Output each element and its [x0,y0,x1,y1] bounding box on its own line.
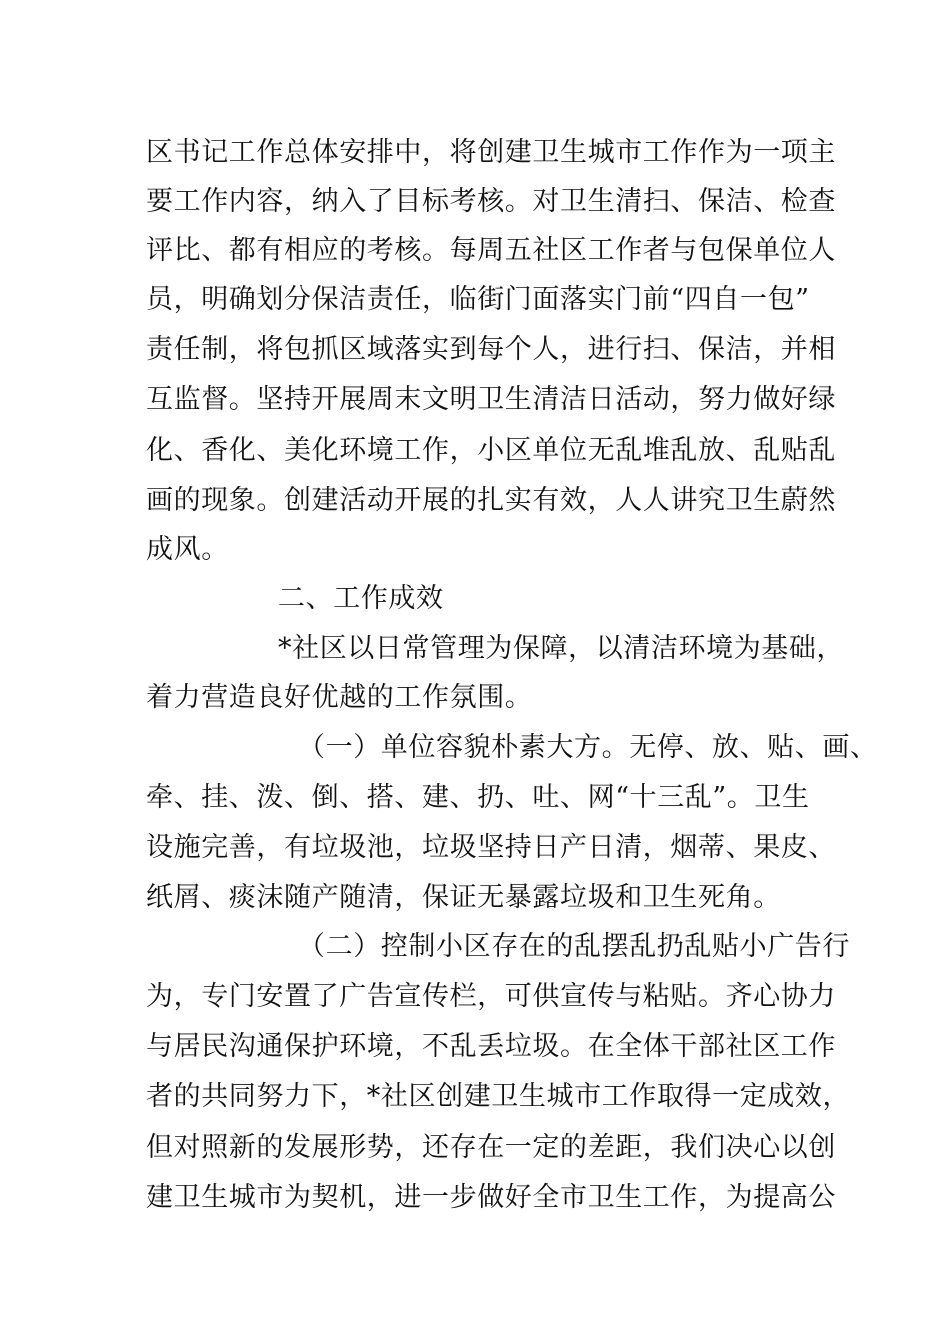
paragraph-line: 画的现象。创建活动开展的扎实有效，人人讲究卫生蔚然 [146,485,836,516]
paragraph-line: 与居民沟通保护环境，不乱丢垃圾。在全体干部社区工作 [146,1031,836,1062]
section-heading: 二、工作成效 [278,583,444,614]
paragraph-line: 化、香化、美化环境工作，小区单位无乱堆乱放、乱贴乱 [146,435,836,466]
paragraph-line: 员，明确划分保洁责任，临街门面落实门前“四自一包” [146,284,810,315]
subsection-line: （二）控制小区存在的乱摆乱扔乱贴小广告行 [298,931,850,962]
paragraph-line: 责任制，将包抓区域落实到每个人，进行扫、保洁，并相 [146,334,836,365]
paragraph-line: 者的共同努力下，*社区创建卫生城市工作取得一定成效， [146,1081,851,1112]
paragraph-line: 评比、都有相应的考核。每周五社区工作者与包保单位人 [146,235,836,266]
paragraph-line: *社区以日常管理为保障，以清洁环境为基础， [278,633,845,664]
paragraph-line: 着力营造良好优越的工作氛围。 [146,682,533,713]
paragraph-line: 设施完善，有垃圾池，垃圾坚持日产日清，烟蒂、果皮、 [146,832,836,863]
paragraph-line: 为，专门安置了广告宣传栏，可供宣传与粘贴。齐心协力 [146,981,836,1012]
subsection-line: （一）单位容貌朴素大方。无停、放、贴、画、 [298,732,878,763]
paragraph-line: 牵、挂、泼、倒、搭、建、扔、吐、网“十三乱”。卫生 [146,782,810,813]
paragraph-line: 成风。 [146,534,229,565]
paragraph-line: 纸屑、痰沫随产随清，保证无暴露垃圾和卫生死角。 [146,882,781,913]
paragraph-line: 区书记工作总体安排中，将创建卫生城市工作作为一项主 [146,137,836,168]
paragraph-line: 互监督。坚持开展周末文明卫生清洁日活动，努力做好绿 [146,384,836,415]
paragraph-line: 建卫生城市为契机，进一步做好全市卫生工作，为提高公 [146,1182,836,1213]
paragraph-line: 但对照新的发展形势，还存在一定的差距，我们决心以创 [146,1132,836,1163]
paragraph-line: 要工作内容，纳入了目标考核。对卫生清扫、保洁、检查 [146,186,836,217]
